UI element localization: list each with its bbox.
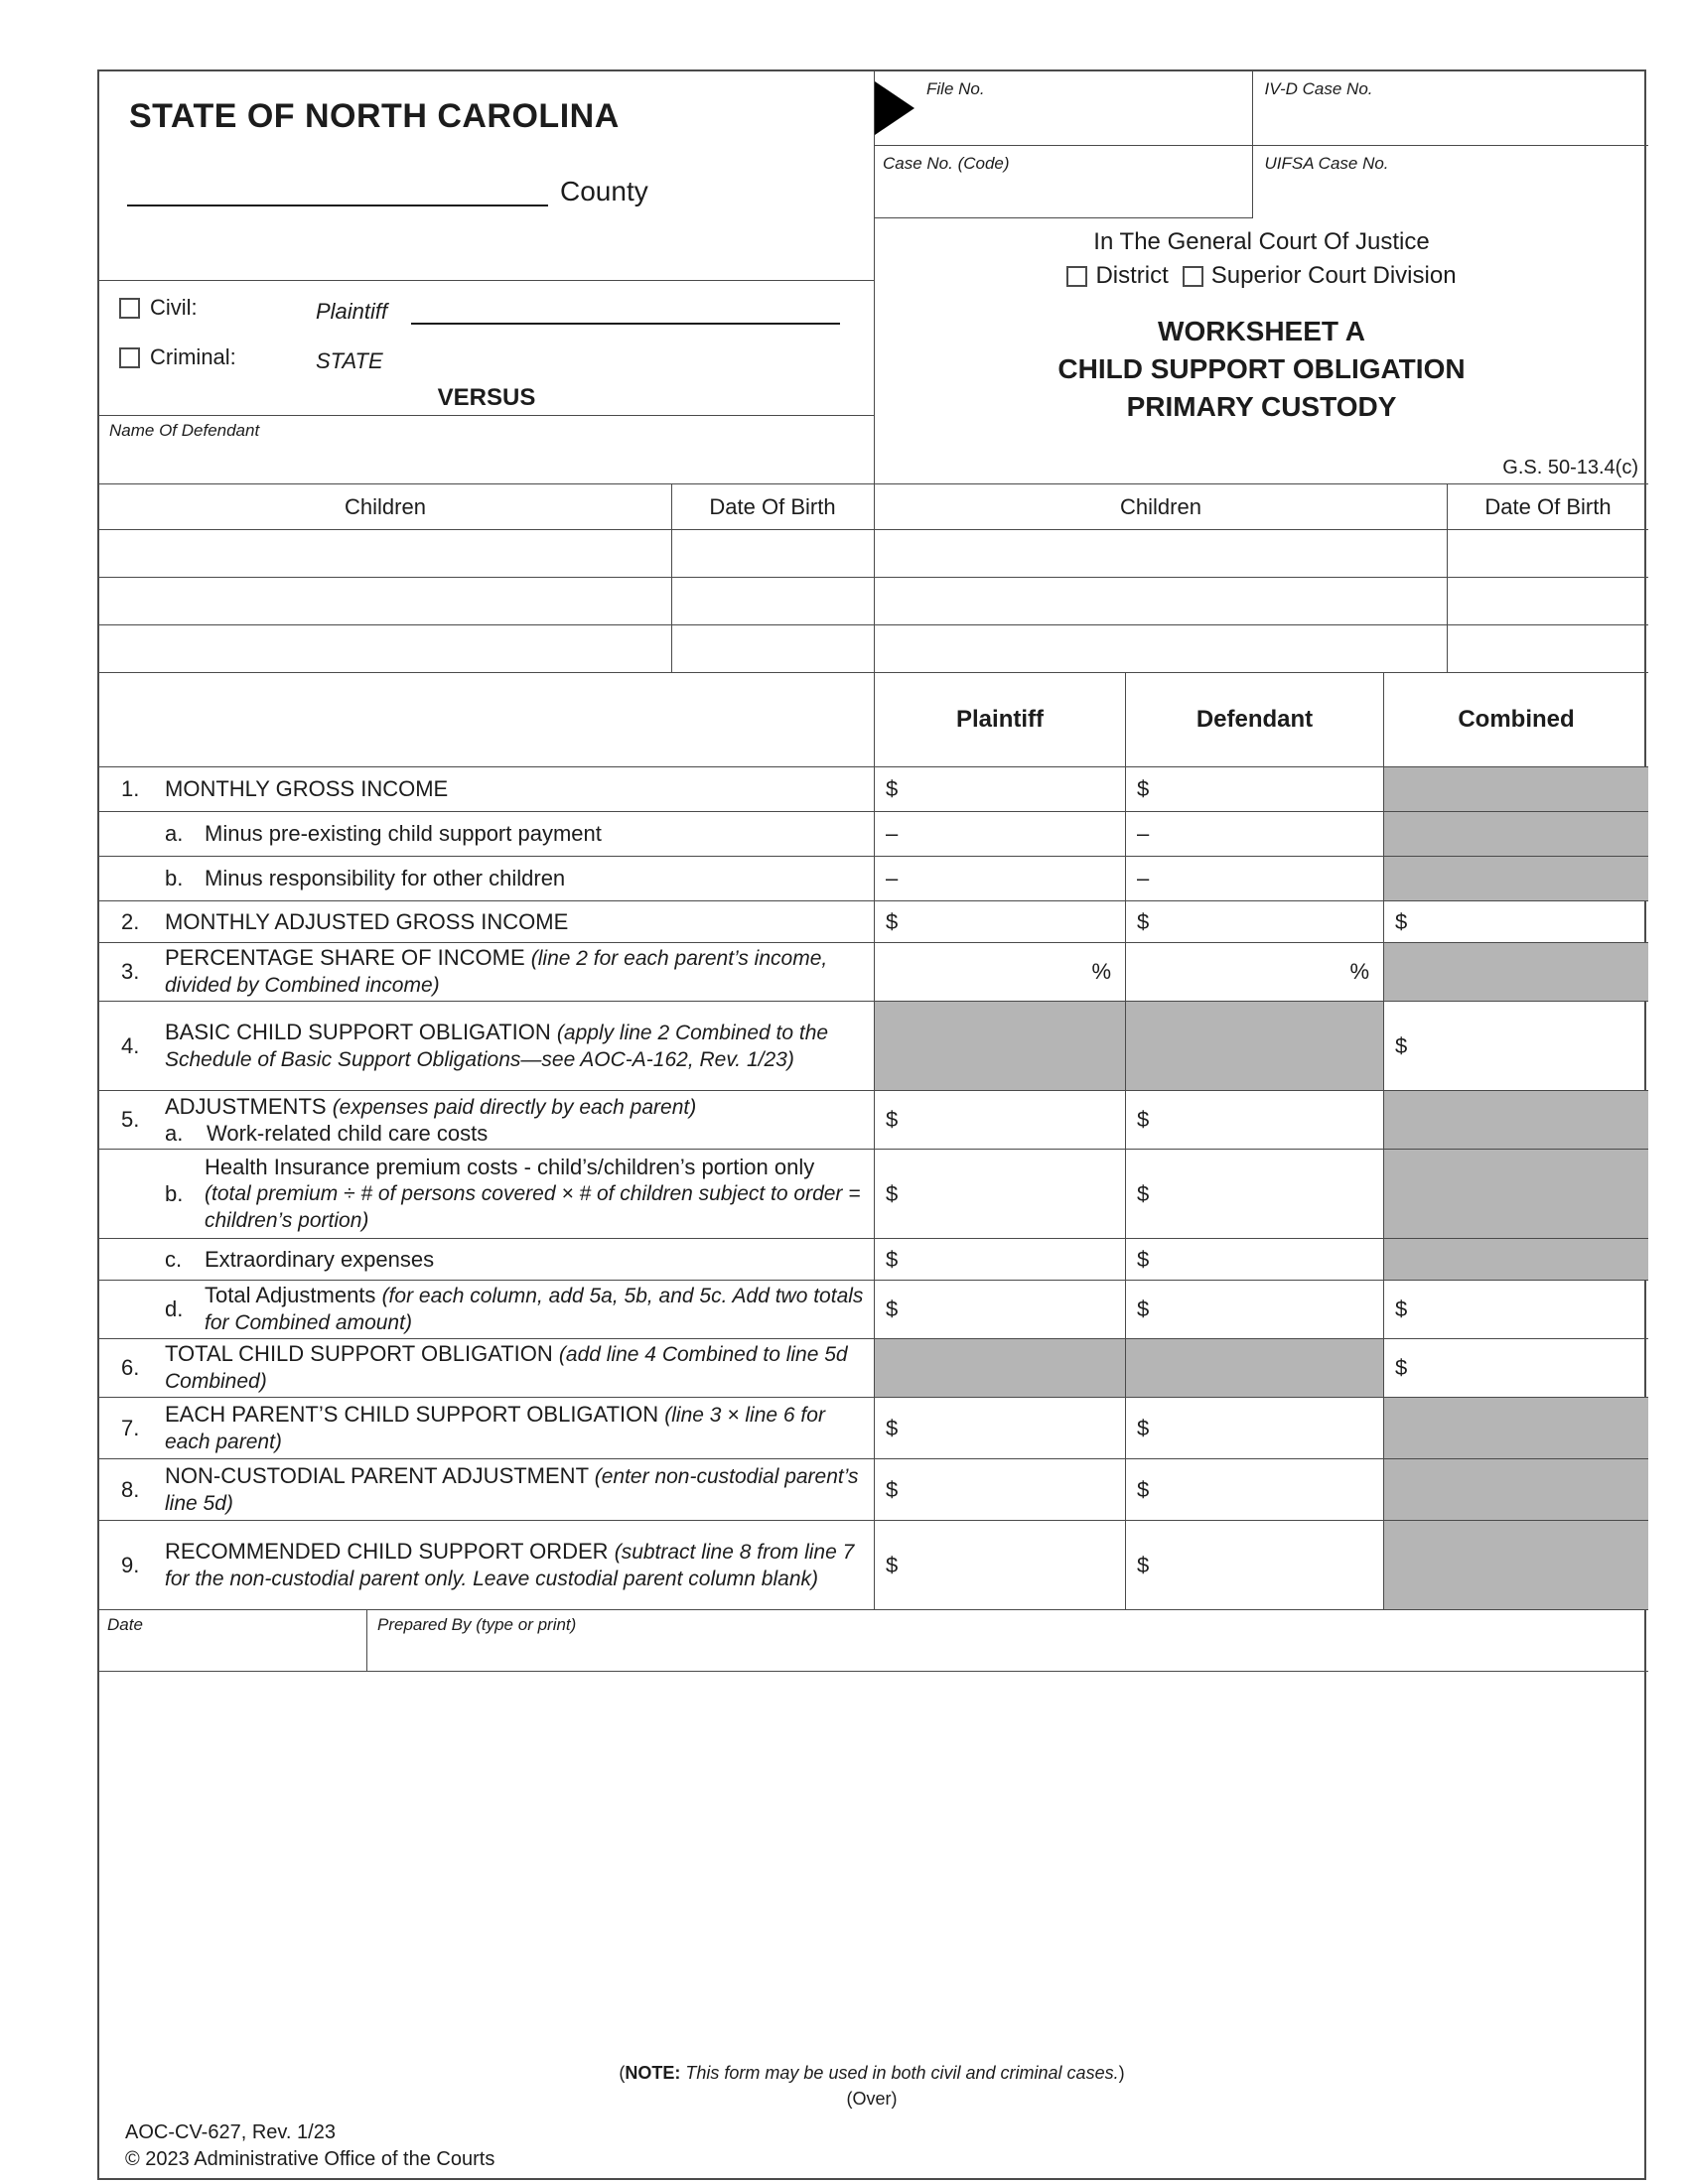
defendant-cell[interactable]: $ — [1125, 767, 1383, 811]
children-dob-cell[interactable] — [671, 578, 873, 624]
row-text: Health Insurance premium costs - child’s/children’s portion only — [205, 1154, 815, 1179]
children-dob-cell[interactable] — [1447, 578, 1648, 624]
case-box-row-1 — [875, 71, 1648, 146]
row-number: b. — [165, 866, 184, 890]
children-table — [99, 483, 1648, 673]
signature-row — [99, 1609, 1648, 1672]
defendant-cell[interactable]: $ — [1125, 1521, 1383, 1609]
worksheet-title-3: PRIMARY CUSTODY — [1126, 391, 1397, 422]
row-note: (subtract line 8 from line 7 for the non-custodial parent only. Leave custodial parent column blank) — [165, 1540, 855, 1590]
children-name-cell[interactable] — [99, 530, 671, 577]
table-row-4 — [99, 1001, 1648, 1090]
plaintiff-cell[interactable]: $ — [874, 767, 1125, 811]
uifsa-case-no-label: UIFSA Case No. — [1264, 154, 1389, 173]
row-note: (enter non-custodial parent’s line 5d) — [165, 1464, 859, 1515]
table-row-7 — [99, 1397, 1648, 1458]
note-body: This form may be used in both civil and criminal cases. — [680, 2063, 1119, 2083]
defendant-cell[interactable]: $ — [1125, 1281, 1383, 1338]
children-header-row — [875, 484, 1648, 530]
table-header-row — [99, 672, 1648, 766]
row-note: (line 3 × line 6 for each parent) — [165, 1403, 825, 1453]
civil-row — [119, 295, 198, 321]
worksheet-title-block — [874, 281, 1648, 483]
row-number: 6. — [121, 1355, 140, 1380]
combined-cell-shaded — [1383, 812, 1648, 856]
row-number: 2. — [121, 908, 140, 934]
combined-cell-shaded — [1383, 1150, 1648, 1238]
form-number: AOC-CV-627, Rev. 1/23 — [125, 2121, 336, 2143]
combined-cell-shaded — [1383, 767, 1648, 811]
children-table-right — [874, 484, 1648, 673]
children-dob-cell[interactable] — [1447, 625, 1648, 672]
defendant-cell-shaded — [1125, 1002, 1383, 1090]
defendant-cell[interactable]: % — [1125, 943, 1383, 1001]
row-text: PERCENTAGE SHARE OF INCOME — [165, 945, 525, 970]
case-no-code-field[interactable] — [875, 146, 1252, 218]
children-row — [99, 530, 874, 578]
criminal-label: Criminal: — [150, 344, 236, 369]
uifsa-case-no-field[interactable] — [1252, 146, 1648, 218]
statute-reference: G.S. 50-13.4(c) — [1502, 457, 1638, 478]
case-no-code-label: Case No. (Code) — [883, 154, 1010, 173]
defendant-column-header: Defendant — [1125, 672, 1383, 766]
plaintiff-cell[interactable]: $ — [874, 1150, 1125, 1238]
row-number: 8. — [121, 1476, 140, 1502]
file-no-label: File No. — [926, 79, 985, 98]
children-table-left — [99, 484, 874, 673]
row-text: ADJUSTMENTS — [165, 1093, 327, 1119]
table-row-5 — [99, 1090, 1648, 1149]
row-label — [99, 1239, 874, 1280]
note-label: NOTE: — [625, 2063, 681, 2083]
plaintiff-cell[interactable]: $ — [874, 1091, 1125, 1149]
row-text: NON-CUSTODIAL PARENT ADJUSTMENT — [165, 1462, 589, 1488]
defendant-name-label: Name Of Defendant — [109, 421, 260, 440]
children-name-cell[interactable] — [99, 625, 671, 672]
prepared-by-field[interactable] — [367, 1610, 1648, 1671]
court-title: In The General Court Of Justice — [1093, 228, 1430, 255]
plaintiff-cell-shaded — [874, 1002, 1125, 1090]
header-right — [874, 71, 1648, 289]
row-label — [99, 1459, 874, 1520]
defendant-cell[interactable]: $ — [1125, 1459, 1383, 1520]
party-section — [99, 281, 874, 483]
row-label — [99, 901, 874, 942]
row-number: b. — [165, 1180, 184, 1206]
row-label — [99, 857, 874, 900]
row-number: a. — [165, 821, 184, 846]
combined-cell-shaded — [1383, 943, 1648, 1001]
table-row-3 — [99, 942, 1648, 1001]
row-number: 1. — [121, 776, 140, 801]
versus-label: VERSUS — [437, 384, 536, 411]
row-number: 3. — [121, 959, 140, 984]
children-row — [99, 578, 874, 625]
worksheet-title-1: WORKSHEET A — [1158, 316, 1365, 346]
table-row-9 — [99, 1520, 1648, 1609]
over-label: (Over) — [846, 2089, 898, 2109]
combined-cell[interactable]: $ — [1383, 901, 1648, 942]
district-label: District — [1095, 262, 1169, 289]
children-name-cell[interactable] — [875, 578, 1447, 624]
children-row — [875, 625, 1648, 673]
prepared-by-label: Prepared By (type or print) — [377, 1615, 577, 1634]
table-row-1a — [99, 811, 1648, 856]
note-open: ( — [619, 2063, 626, 2083]
row-text: TOTAL CHILD SUPPORT OBLIGATION — [165, 1341, 553, 1366]
row-label — [99, 1398, 874, 1458]
row-text: Total Adjustments — [205, 1283, 376, 1307]
combined-cell-shaded — [1383, 1239, 1648, 1280]
form-frame — [97, 69, 1646, 2180]
combined-cell-shaded — [1383, 857, 1648, 900]
defendant-cell[interactable]: $ — [1125, 1398, 1383, 1458]
children-column-header: Children — [1120, 493, 1201, 519]
header-empty-cell — [99, 672, 874, 766]
plaintiff-cell[interactable]: $ — [874, 1521, 1125, 1609]
row-number: 9. — [121, 1552, 140, 1577]
dob-column-header: Date Of Birth — [1447, 484, 1648, 529]
row-text: Minus responsibility for other children — [205, 866, 566, 890]
plaintiff-cell[interactable]: $ — [874, 1281, 1125, 1338]
combined-cell[interactable]: $ — [1383, 1002, 1648, 1090]
subrow-number: a. — [165, 1120, 184, 1146]
combined-cell-shaded — [1383, 1521, 1648, 1609]
row-label — [99, 943, 874, 1001]
table-row-8 — [99, 1458, 1648, 1520]
children-row — [99, 625, 874, 673]
defendant-cell[interactable]: $ — [1125, 901, 1383, 942]
row-note: (add line 4 Combined to line 5d Combined) — [165, 1343, 848, 1393]
state-title: STATE OF NORTH CAROLINA — [129, 97, 620, 135]
combined-cell-shaded — [1383, 1398, 1648, 1458]
row-text: MONTHLY ADJUSTED GROSS INCOME — [165, 908, 569, 934]
row-note: (apply line 2 Combined to the Schedule of Basic Support Obligations—see AOC-A-162, Rev. 1/23) — [165, 1021, 829, 1071]
plaintiff-cell-shaded — [874, 1339, 1125, 1397]
row-label — [99, 1339, 874, 1397]
plaintiff-input-line[interactable] — [411, 299, 840, 325]
defendant-name-field[interactable] — [99, 415, 874, 483]
date-label: Date — [107, 1615, 143, 1634]
table-row-5c — [99, 1238, 1648, 1280]
row-label — [99, 812, 874, 856]
table-row-6 — [99, 1338, 1648, 1397]
file-no-arrow-icon — [875, 81, 914, 135]
plaintiff-cell[interactable]: – — [874, 812, 1125, 856]
civil-label: Civil: — [150, 295, 198, 320]
table-row-2 — [99, 900, 1648, 942]
ivd-case-no-field[interactable] — [1252, 71, 1648, 145]
row-text: BASIC CHILD SUPPORT OBLIGATION — [165, 1019, 551, 1044]
row-number: 4. — [121, 1032, 140, 1058]
form-footer — [125, 2119, 494, 2173]
date-field[interactable] — [99, 1610, 367, 1671]
children-dob-cell[interactable] — [671, 625, 873, 672]
row-text: Minus pre-existing child support payment — [205, 821, 602, 846]
row-label — [99, 1091, 874, 1149]
combined-cell[interactable]: $ — [1383, 1339, 1648, 1397]
combined-cell[interactable]: $ — [1383, 1281, 1648, 1338]
children-dob-cell[interactable] — [1447, 530, 1648, 577]
row-label — [99, 1002, 874, 1090]
row-note: (for each column, add 5a, 5b, and 5c. Add two totals for Combined amount) — [205, 1285, 864, 1334]
worksheet-title-2: CHILD SUPPORT OBLIGATION — [1057, 353, 1466, 384]
combined-cell-shaded — [1383, 1459, 1648, 1520]
criminal-state-label: STATE — [316, 348, 383, 373]
children-row — [875, 530, 1648, 578]
defendant-cell[interactable]: $ — [1125, 1091, 1383, 1149]
row-text: RECOMMENDED CHILD SUPPORT ORDER — [165, 1538, 609, 1564]
form-note — [99, 2063, 1644, 2084]
children-header-row — [99, 484, 874, 530]
plaintiff-label: Plaintiff — [316, 299, 388, 324]
row-label — [99, 1150, 874, 1238]
obligation-table — [99, 672, 1648, 1609]
children-name-cell[interactable] — [875, 530, 1447, 577]
row-text: Extraordinary expenses — [205, 1246, 435, 1272]
children-name-cell[interactable] — [99, 578, 671, 624]
table-row-1b — [99, 856, 1648, 900]
row-number: 7. — [121, 1415, 140, 1440]
plaintiff-cell[interactable]: $ — [874, 1459, 1125, 1520]
table-row-5b — [99, 1149, 1648, 1238]
subrow-text: Work-related child care costs — [207, 1120, 489, 1146]
defendant-cell[interactable]: – — [1125, 857, 1383, 900]
civil-checkbox[interactable] — [119, 298, 140, 319]
row-note: (expenses paid directly by each parent) — [332, 1095, 697, 1119]
plaintiff-cell[interactable]: % — [874, 943, 1125, 1001]
copyright: © 2023 Administrative Office of the Courts — [125, 2148, 495, 2170]
case-box-row-2 — [875, 146, 1648, 218]
plaintiff-cell[interactable]: $ — [874, 1398, 1125, 1458]
dob-column-header: Date Of Birth — [671, 484, 873, 529]
row-text: MONTHLY GROSS INCOME — [165, 776, 449, 801]
children-column-header: Children — [345, 493, 426, 519]
note-close: ) — [1118, 2063, 1125, 2083]
defendant-cell[interactable]: $ — [1125, 1239, 1383, 1280]
table-row-5d — [99, 1280, 1648, 1338]
plaintiff-cell[interactable]: $ — [874, 901, 1125, 942]
row-note: (line 2 for each parent’s income, divided by Combined income) — [165, 947, 828, 997]
defendant-cell-shaded — [1125, 1339, 1383, 1397]
header-left — [99, 71, 874, 281]
defendant-cell[interactable]: – — [1125, 812, 1383, 856]
row-text: EACH PARENT’S CHILD SUPPORT OBLIGATION — [165, 1401, 659, 1427]
plaintiff-cell[interactable]: $ — [874, 1239, 1125, 1280]
row-note: (total premium ÷ # of persons covered × # of children subject to order = children’s portion) — [205, 1181, 861, 1232]
row-number: c. — [165, 1246, 183, 1272]
row-label — [99, 767, 874, 811]
plaintiff-column-header: Plaintiff — [874, 672, 1125, 766]
criminal-row — [119, 344, 236, 370]
children-name-cell[interactable] — [875, 625, 1447, 672]
county-input-line[interactable] — [127, 171, 548, 206]
plaintiff-cell[interactable]: – — [874, 857, 1125, 900]
combined-column-header: Combined — [1383, 672, 1648, 766]
children-row — [875, 578, 1648, 625]
row-number: d. — [165, 1297, 184, 1321]
superior-label: Superior Court Division — [1210, 262, 1457, 289]
county-label: County — [560, 176, 648, 206]
table-row-1 — [99, 766, 1648, 811]
criminal-checkbox[interactable] — [119, 347, 140, 368]
file-no-field[interactable] — [875, 71, 1252, 145]
children-dob-cell[interactable] — [671, 530, 873, 577]
row-number: 5. — [121, 1107, 140, 1132]
row-label — [99, 1521, 874, 1609]
county-row — [127, 171, 648, 206]
ivd-case-no-label: IV-D Case No. — [1264, 79, 1373, 98]
row-label — [99, 1281, 874, 1338]
combined-cell-shaded — [1383, 1091, 1648, 1149]
defendant-cell[interactable]: $ — [1125, 1150, 1383, 1238]
